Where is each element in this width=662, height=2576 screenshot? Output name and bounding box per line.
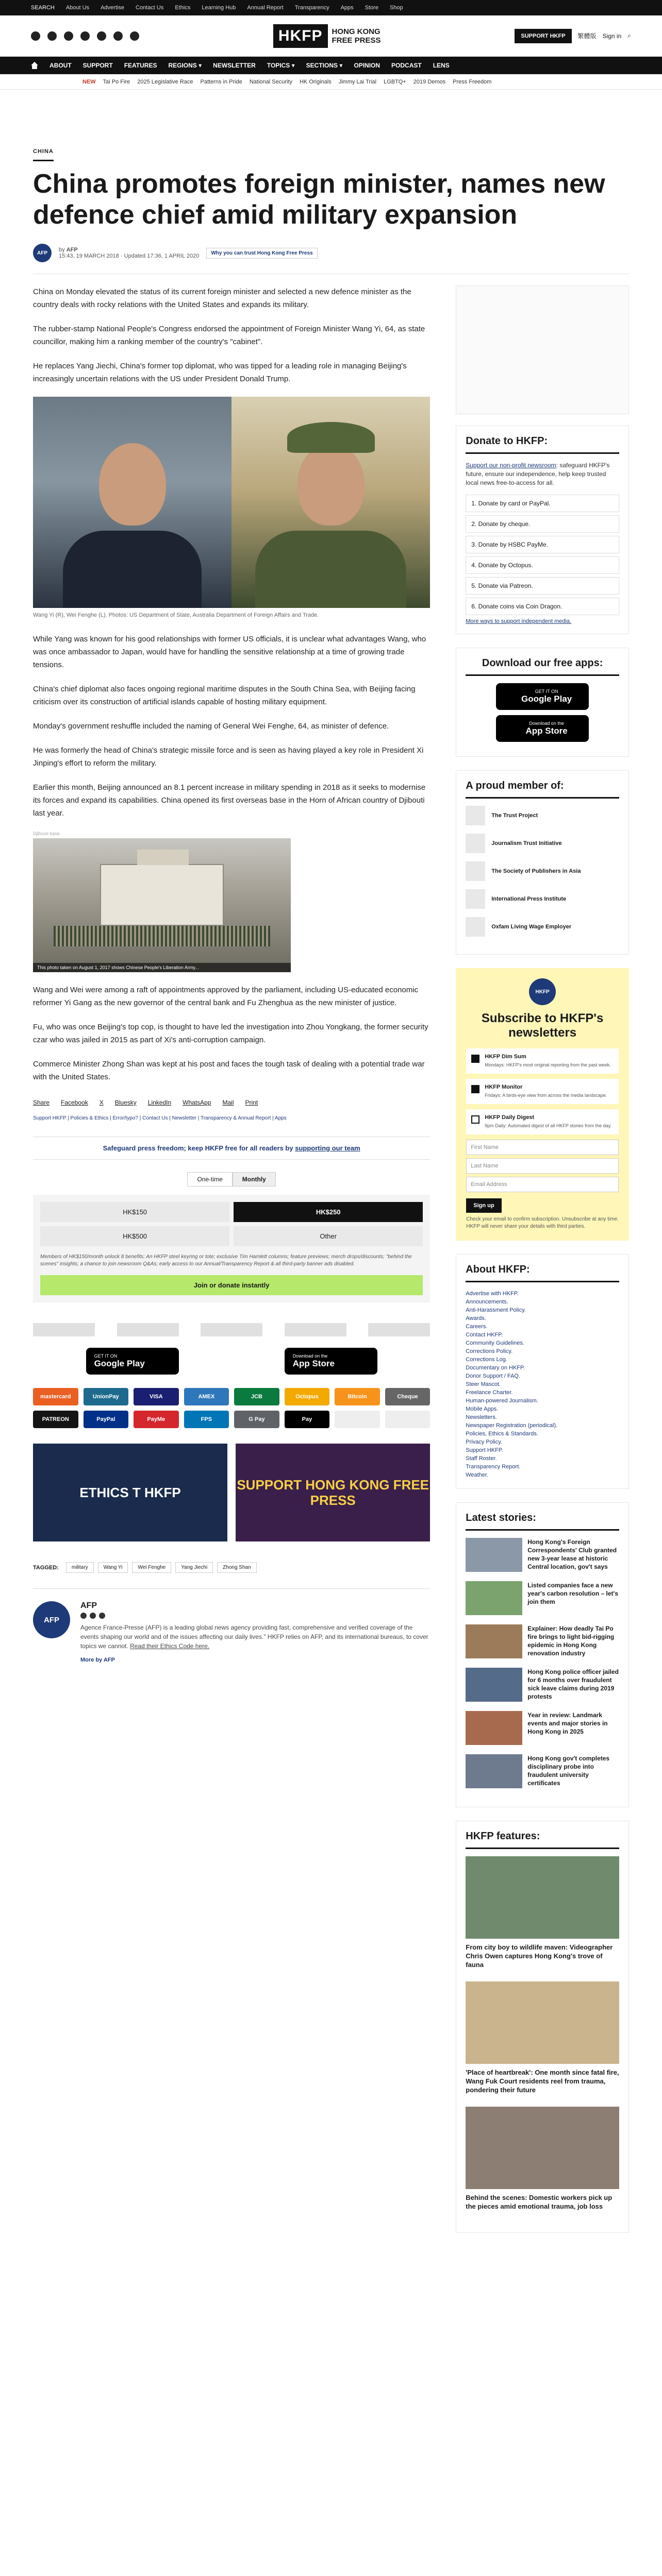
- app-store-button[interactable]: Download on the App Store: [496, 715, 589, 742]
- story-item[interactable]: Listed companies face a new year's carbon resolution – let's join them: [466, 1581, 619, 1615]
- logo-line-2: FREE PRESS: [332, 36, 381, 45]
- trending-link[interactable]: Press Freedom: [453, 78, 492, 85]
- paragraph: China's chief diplomat also faces ongoing regional maritime disputes in the South China Sea, with Beijing facing criticism over its construction of artificial islands capable of hosting military equipment.: [33, 685, 416, 706]
- oxfam-logo[interactable]: [368, 1323, 430, 1336]
- share-row: [33, 1099, 430, 1106]
- newsletter-title: Subscribe to HKFP's newsletters: [481, 1011, 604, 1040]
- story-thumbnail: [466, 1754, 522, 1788]
- share-print[interactable]: Print: [245, 1099, 258, 1106]
- photo-wei-fenghe: [231, 397, 430, 608]
- trending-link[interactable]: 2025 Legislative Race: [137, 78, 193, 85]
- about-link[interactable]: Corrections Policy.: [466, 1348, 513, 1354]
- donate-option[interactable]: 2. Donate by cheque.: [466, 515, 619, 533]
- membership-widget: [456, 770, 629, 955]
- support-banner[interactable]: SUPPORT HONG KONG FREE PRESS: [236, 1444, 430, 1541]
- utility-link-ethics[interactable]: Ethics: [175, 5, 191, 11]
- nav-item-sections[interactable]: SECTIONS ▾: [306, 62, 343, 69]
- social-icons: [31, 31, 139, 41]
- facebook-icon[interactable]: [31, 31, 40, 41]
- visa-icon[interactable]: VISA: [134, 1388, 179, 1405]
- tag[interactable]: Wei Fenghe: [132, 1562, 171, 1573]
- feature-item[interactable]: Behind the scenes: Domestic workers pick up the pieces amid emotional trauma, job loss: [466, 2107, 619, 2211]
- amex-icon[interactable]: AMEX: [184, 1388, 229, 1405]
- nav-item-regions[interactable]: REGIONS ▾: [168, 62, 202, 69]
- author-box-name[interactable]: AFP: [80, 1601, 97, 1610]
- trust-link[interactable]: Why you can trust Hong Kong Free Press: [206, 248, 317, 259]
- share-x[interactable]: X: [99, 1099, 104, 1106]
- hkfp-logo-icon: HKFP: [529, 978, 556, 1005]
- ethics-code-link[interactable]: Read their Ethics Code here.: [130, 1642, 210, 1650]
- newsletter-note: Check your email to confirm subscription. Unsubscribe at any time. HKFP will never share your details with third parties.: [466, 1216, 619, 1229]
- author-box: [33, 1588, 430, 1664]
- photo-wang-yi: [33, 397, 231, 608]
- checkbox-checked[interactable]: [471, 1085, 479, 1093]
- linkedin-icon[interactable]: [113, 31, 123, 41]
- paragraph: China on Monday elevated the status of its current foreign minister and selected a new defence minister as the country deals with rocky relations with the United States and expands its military.: [33, 287, 411, 309]
- about-link[interactable]: Weather.: [466, 1472, 489, 1478]
- ad-slot: [456, 285, 629, 414]
- photo-overlay-caption: This photo taken on August 1, 2017 shows Chinese People's Liberation Army...: [33, 963, 291, 972]
- member-item[interactable]: The Trust Project: [466, 806, 619, 825]
- story-thumbnail: [466, 1711, 522, 1745]
- newsletter-option[interactable]: HKFP Dim Sum Mondays: HKFP's most original reporting from the past week.: [466, 1048, 619, 1074]
- search-icon[interactable]: ⌕: [627, 32, 631, 39]
- share-linkedin[interactable]: LinkedIn: [147, 1099, 172, 1106]
- about-link[interactable]: Community Guidelines.: [466, 1340, 524, 1346]
- website-icon[interactable]: [80, 1613, 87, 1619]
- story-item[interactable]: Hong Kong's Foreign Correspondents' Club granted new 3-year lease at historic Central location, gov't says: [466, 1538, 619, 1572]
- amount-option[interactable]: HK$500: [40, 1226, 229, 1246]
- nav-item-topics[interactable]: TOPICS ▾: [267, 62, 295, 69]
- article-body: [33, 285, 430, 2246]
- payment-placeholder: [385, 1411, 431, 1428]
- patreon-icon[interactable]: PATREON: [33, 1411, 78, 1428]
- oxfam-icon: [466, 917, 485, 937]
- amount-option[interactable]: HK$150: [40, 1202, 229, 1222]
- utility-link-annual-report[interactable]: Annual Report: [247, 5, 284, 11]
- about-link[interactable]: Staff Roster.: [466, 1455, 497, 1462]
- support-hkfp-button[interactable]: SUPPORT HKFP: [515, 29, 571, 43]
- about-link[interactable]: Transparency Report.: [466, 1464, 521, 1470]
- logo-mark: HKFP: [273, 24, 328, 48]
- payment-methods: [33, 1388, 430, 1428]
- donate-option[interactable]: 6. Donate coins via Coin Dragon.: [466, 598, 619, 615]
- about-link[interactable]: Human-powered Journalism.: [466, 1398, 538, 1404]
- octopus-icon[interactable]: Octopus: [285, 1388, 330, 1405]
- ipi-logo[interactable]: [285, 1323, 346, 1336]
- paypal-icon[interactable]: PayPal: [84, 1411, 129, 1428]
- about-link[interactable]: Support HKFP.: [466, 1447, 503, 1453]
- paragraph: Monday's government reshuffle included the naming of General Wei Fenghe, 64, as minister of defence.: [33, 722, 389, 731]
- instagram-icon[interactable]: [64, 31, 73, 41]
- trending-link[interactable]: LGBTQ+: [384, 78, 406, 85]
- donate-option[interactable]: 1. Donate by card or PayPal.: [466, 495, 619, 512]
- payme-icon[interactable]: PayMe: [134, 1411, 179, 1428]
- support-newsroom-link[interactable]: Support our non-profit newsroom: [466, 462, 556, 469]
- trending-link[interactable]: Jimmy Lai Trial: [338, 78, 377, 85]
- about-link[interactable]: Newspaper Registration (periodical).: [466, 1422, 558, 1429]
- trending-link[interactable]: HK Originals: [299, 78, 332, 85]
- about-link[interactable]: Anti-Harassment Policy.: [466, 1307, 526, 1313]
- about-link[interactable]: Contact HKFP.: [466, 1332, 503, 1338]
- new-badge: NEW: [82, 78, 96, 85]
- main-nav: [0, 57, 662, 74]
- jti-logo[interactable]: [117, 1323, 179, 1336]
- about-link[interactable]: Freelance Charter.: [466, 1389, 513, 1396]
- share-whatsapp[interactable]: WhatsApp: [183, 1099, 211, 1106]
- google-play-button[interactable]: GET IT ON Google Play: [496, 683, 589, 710]
- support-team-link[interactable]: supporting our team: [295, 1144, 360, 1152]
- about-link[interactable]: Policies, Ethics & Standards.: [466, 1431, 538, 1437]
- utility-bar: [0, 0, 662, 15]
- amount-option-selected[interactable]: HK$250: [234, 1202, 423, 1222]
- story-thumbnail: [466, 1624, 522, 1658]
- membership-note: Members of HK$150/month unlock 8 benefits: An HKFP steel keyring or tote; exclusive Tim Hamlett columns; feature previews; merch drops/discounts; "behind the scenes" insights; a chance to join newsroom Q&As; early access to our Annual/Transparency Report & all third-party banner ads disabled.: [40, 1254, 412, 1267]
- byline: AFP by AFP 15:43, 19 MARCH 2018 · Updated 17:36, 1 APRIL 2020 Why you can trust Hong Kong Free Press: [33, 244, 629, 262]
- about-link[interactable]: Steer Mascot.: [466, 1381, 501, 1387]
- paragraph: The rubber-stamp National People's Congress endorsed the appointment of Foreign Minister Wang Yi, 64, as state councillor, making him a ranking member of the country's "cabinet".: [33, 325, 425, 346]
- feature-image: [466, 1856, 619, 1939]
- nav-item-lens[interactable]: LENS: [433, 62, 450, 69]
- member-item[interactable]: Journalism Trust Initiative: [466, 834, 619, 853]
- donate-option[interactable]: 3. Donate by HSBC PayMe.: [466, 536, 619, 553]
- features-title: HKFP features:: [466, 1831, 619, 1849]
- newsletter-option[interactable]: HKFP Monitor Fridays: A birds-eye view from across the media landscape.: [466, 1079, 619, 1104]
- telegram-icon[interactable]: [97, 31, 106, 41]
- nav-item-about[interactable]: ABOUT: [49, 62, 72, 69]
- facebook-icon[interactable]: [90, 1613, 96, 1619]
- about-link[interactable]: Careers.: [466, 1324, 488, 1330]
- author-box-avatar[interactable]: AFP: [33, 1601, 70, 1638]
- about-link[interactable]: Awards.: [466, 1315, 486, 1321]
- story-item[interactable]: Hong Kong gov't completes disciplinary probe into fraudulent university certificates: [466, 1754, 619, 1788]
- author-avatar[interactable]: AFP: [33, 244, 52, 262]
- utility-link-contact[interactable]: Contact Us: [135, 5, 164, 11]
- apps-widget: [456, 648, 629, 757]
- mastercard-icon[interactable]: mastercard: [33, 1388, 78, 1405]
- share-mail[interactable]: Mail: [222, 1099, 234, 1106]
- header: [0, 15, 662, 57]
- about-link[interactable]: Corrections Log.: [466, 1357, 507, 1363]
- more-ways-link[interactable]: More ways to support independent media.: [466, 618, 572, 624]
- trending-link[interactable]: 2019 Demos: [413, 78, 446, 85]
- member-item[interactable]: The Society of Publishers in Asia: [466, 861, 619, 881]
- checkbox-checked[interactable]: [471, 1055, 479, 1063]
- about-link[interactable]: Advertise with HKFP.: [466, 1291, 519, 1297]
- story-item[interactable]: Explainer: How deadly Tai Po fire brings to light bid-rigging epidemic in Hong Kong renovation industry: [466, 1624, 619, 1658]
- tag[interactable]: military: [66, 1562, 94, 1573]
- member-logos-row: [33, 1323, 430, 1336]
- about-link[interactable]: Announcements.: [466, 1299, 508, 1305]
- checkbox[interactable]: [471, 1115, 479, 1124]
- trust-project-icon: [466, 806, 485, 825]
- article-header: [0, 90, 662, 262]
- about-widget: [456, 1254, 629, 1489]
- utility-link-apps[interactable]: Apps: [340, 5, 354, 11]
- category-label[interactable]: CHINA: [33, 148, 54, 161]
- signin-link[interactable]: Sign in: [602, 32, 622, 40]
- apps-widget-title: Download our free apps:: [466, 657, 619, 676]
- search-link[interactable]: SEARCH: [31, 5, 55, 11]
- djibouti-photo: [33, 838, 291, 972]
- logo-line-1: HONG KONG: [332, 27, 380, 36]
- bitcoin-icon[interactable]: Bitcoin: [335, 1388, 380, 1405]
- photo-caption: Wang Yi (R), Wei Fenghe (L). Photos: US Department of State, Australia Department of Foreign Affairs and Trade.: [33, 612, 319, 618]
- donate-option[interactable]: 4. Donate by Octopus.: [466, 556, 619, 574]
- ethics-banner[interactable]: ETHICS T HKFP: [33, 1444, 227, 1541]
- about-link[interactable]: Mobile Apps.: [466, 1406, 499, 1412]
- amount-option-other[interactable]: Other: [234, 1226, 423, 1246]
- tag[interactable]: Yang Jiechi: [175, 1562, 213, 1573]
- payment-placeholder: [335, 1411, 380, 1428]
- author-bio: Agence France-Presse (AFP) is a leading global news agency providing fast, comprehensive and verified coverage of the events shaping our world and of the issues affecting our daily lives." HKFP relies on AFP, and its international bureaus, to cover topics we cannot.: [80, 1624, 428, 1650]
- feature-item[interactable]: From city boy to wildlife maven: Videographer Chris Owen captures Hong Kong's trove of fauna: [466, 1856, 619, 1969]
- toggle-one-time[interactable]: One-time: [187, 1172, 232, 1187]
- paragraph: Commerce Minister Zhong Shan was kept at his post and faces the tough task of dealing with a potential trade war with the United States.: [33, 1060, 425, 1081]
- paragraph: He was formerly the head of China's strategic missile force and is seen as having played a key role in President Xi Jinping's effort to reform the military.: [33, 746, 424, 768]
- membership-widget-title: A proud member of:: [466, 780, 619, 799]
- threads-icon[interactable]: [130, 31, 139, 41]
- tags-row: [33, 1562, 430, 1573]
- story-item[interactable]: Hong Kong police officer jailed for 6 months over fraudulent sick leave claims during 2019 protests: [466, 1668, 619, 1702]
- utility-link-store[interactable]: Store: [365, 5, 378, 11]
- language-switch[interactable]: 繁體版: [577, 32, 597, 40]
- utility-link-learning[interactable]: Learning Hub: [202, 5, 236, 11]
- nav-item-features[interactable]: FEATURES: [124, 62, 157, 69]
- tag[interactable]: Zhong Shan: [217, 1562, 257, 1573]
- sidebar: [456, 285, 629, 2246]
- donate-option[interactable]: 5. Donate via Patreon.: [466, 577, 619, 595]
- story-item[interactable]: Year in review: Landmark events and major stories in Hong Kong in 2025: [466, 1711, 619, 1745]
- author-name[interactable]: AFP: [66, 247, 78, 253]
- cheque-icon[interactable]: Cheque: [385, 1388, 431, 1405]
- about-link[interactable]: Donor Support / FAQ.: [466, 1373, 521, 1379]
- frequency-toggle: [33, 1172, 430, 1187]
- trending-bar: [0, 74, 662, 90]
- utility-link-advertise[interactable]: Advertise: [101, 5, 124, 11]
- toggle-monthly[interactable]: Monthly: [233, 1172, 276, 1187]
- nav-item-opinion[interactable]: OPINION: [354, 62, 380, 69]
- newsletter-widget: [456, 968, 629, 1241]
- trending-link[interactable]: Patterns in Pride: [200, 78, 242, 85]
- promo-banners: [33, 1444, 430, 1541]
- ipi-icon: [466, 889, 485, 909]
- apple-pay-icon[interactable]: Pay: [285, 1411, 330, 1428]
- features-widget: [456, 1821, 629, 2233]
- nav-item-support[interactable]: SUPPORT: [82, 62, 113, 69]
- last-name-field[interactable]: Last Name: [466, 1158, 619, 1174]
- fps-icon[interactable]: FPS: [184, 1411, 229, 1428]
- utility-link-transparency[interactable]: Transparency: [294, 5, 329, 11]
- feature-image: [466, 2107, 619, 2189]
- member-item[interactable]: International Press Institute: [466, 889, 619, 909]
- trust-project-logo[interactable]: [33, 1323, 95, 1336]
- trending-link[interactable]: Tai Po Fire: [103, 78, 130, 85]
- paragraph: Wang and Wei were among a raft of appointments approved by the parliament, including US-educated economic reformer Yi Gang as the new governor of the central bank and Fu Zhenghua as the new minister of justice.: [33, 986, 419, 1007]
- tags-label: TAGGED:: [33, 1564, 59, 1571]
- more-by-author-link[interactable]: More by AFP: [80, 1657, 115, 1663]
- unionpay-icon[interactable]: UnionPay: [84, 1388, 129, 1405]
- share-label: Share: [33, 1099, 50, 1106]
- jcb-icon[interactable]: JCB: [234, 1388, 279, 1405]
- story-thumbnail: [466, 1538, 522, 1572]
- home-icon[interactable]: [31, 62, 38, 69]
- youtube-icon[interactable]: [80, 31, 90, 41]
- google-pay-icon[interactable]: G Pay: [234, 1411, 279, 1428]
- nav-item-newsletter[interactable]: NEWSLETTER: [213, 62, 256, 69]
- sopa-logo[interactable]: [201, 1323, 262, 1336]
- sopa-icon: [466, 861, 485, 881]
- tag[interactable]: Wang Yi: [98, 1562, 128, 1573]
- photo-label: Djibouti base: [33, 831, 60, 836]
- feature-image: [466, 1981, 619, 2064]
- publish-date: 15:43, 19 MARCH 2018 · Updated 17:36, 1 APRIL 2020: [59, 253, 200, 259]
- x-icon[interactable]: [47, 31, 57, 41]
- story-thumbnail: [466, 1668, 522, 1702]
- paragraph: Fu, who was once Beijing's top cop, is thought to have led the investigation into Zhou Yongkang, the former security czar who was jailed in 2015 as part of Xi's anti-corruption campaign.: [33, 1023, 428, 1044]
- signup-button[interactable]: Sign up: [466, 1198, 501, 1213]
- paragraph: He replaces Yang Jiechi, China's former top diplomat, who was tipped for a leading role in managing Beijing's increasingly uncertain relations with the US under President Donald Trump.: [33, 362, 407, 383]
- about-link[interactable]: Documentary on HKFP.: [466, 1365, 525, 1371]
- utility-link-shop[interactable]: Shop: [389, 5, 403, 11]
- site-logo[interactable]: [273, 24, 381, 48]
- first-name-field[interactable]: First Name: [466, 1140, 619, 1155]
- app-store-button[interactable]: Download on the App Store: [285, 1348, 377, 1375]
- headline: China promotes foreign minister, names new defence chief amid military expansion: [33, 169, 605, 230]
- about-link[interactable]: Privacy Policy.: [466, 1439, 502, 1445]
- donation-form: [33, 1195, 430, 1302]
- donate-widget-title: Donate to HKFP:: [466, 435, 619, 454]
- share-bluesky[interactable]: Bluesky: [114, 1099, 137, 1106]
- join-donate-button[interactable]: Join or donate instantly: [40, 1275, 423, 1295]
- about-link[interactable]: Newsletters.: [466, 1414, 497, 1420]
- email-field[interactable]: Email Address: [466, 1177, 619, 1192]
- story-thumbnail: [466, 1581, 522, 1615]
- donate-widget: Donate to HKFP: Support our non-profit newsroom: safeguard HKFP's future, ensure our independence, help keep trusted local news free-to-access for all. 1. Donate by card or PayPal. 2. Donate by cheque. 3. Donate by HSBC PayMe. 4. Donate by Octopus. 5. Donate via Patreon. 6. Donate coins via Coin Dragon. More ways to support independent media.: [456, 426, 629, 634]
- paragraph: Earlier this month, Beijing announced an 8.1 percent increase in military spending in 2018 as it seeks to modernise its forces and expand its capabilities. China opened its first overseas base in the Horn of African country of Djibouti last year.: [33, 783, 426, 818]
- feature-item[interactable]: 'Place of heartbreak': One month since fatal fire, Wang Fuk Court residents reel from trauma, pondering their future: [466, 1981, 619, 2094]
- member-item[interactable]: Oxfam Living Wage Employer: [466, 917, 619, 937]
- x-icon[interactable]: [99, 1613, 105, 1619]
- jti-icon: [466, 834, 485, 853]
- nav-item-podcast[interactable]: PODCAST: [391, 62, 422, 69]
- paragraph: While Yang was known for his good relationships with former US officials, it is unclear what advantages Wang, who was once ambassador to Japan, would have for handling the sensitive relationship at a time of growing trade tensions.: [33, 635, 426, 669]
- latest-stories-widget: [456, 1502, 629, 1807]
- donate-band: Safeguard press freedom; keep HKFP free for all readers by supporting our team: [33, 1137, 430, 1160]
- about-widget-title: About HKFP:: [466, 1264, 619, 1282]
- latest-stories-title: Latest stories:: [466, 1512, 619, 1531]
- trending-link[interactable]: National Security: [249, 78, 292, 85]
- app-buttons: [33, 1348, 430, 1375]
- lead-photo: [33, 397, 430, 608]
- share-facebook[interactable]: Facebook: [61, 1099, 88, 1106]
- footer-links[interactable]: Support HKFP | Policies & Ethics | Error/typo? | Contact Us | Newsletter | Transparency & Annual Report | Apps: [33, 1115, 287, 1121]
- newsletter-option[interactable]: HKFP Daily Digest 9pm Daily: Automated digest of all HKFP stories from the day.: [466, 1109, 619, 1134]
- google-play-button[interactable]: GET IT ON Google Play: [86, 1348, 179, 1375]
- utility-link-about[interactable]: About Us: [65, 5, 90, 11]
